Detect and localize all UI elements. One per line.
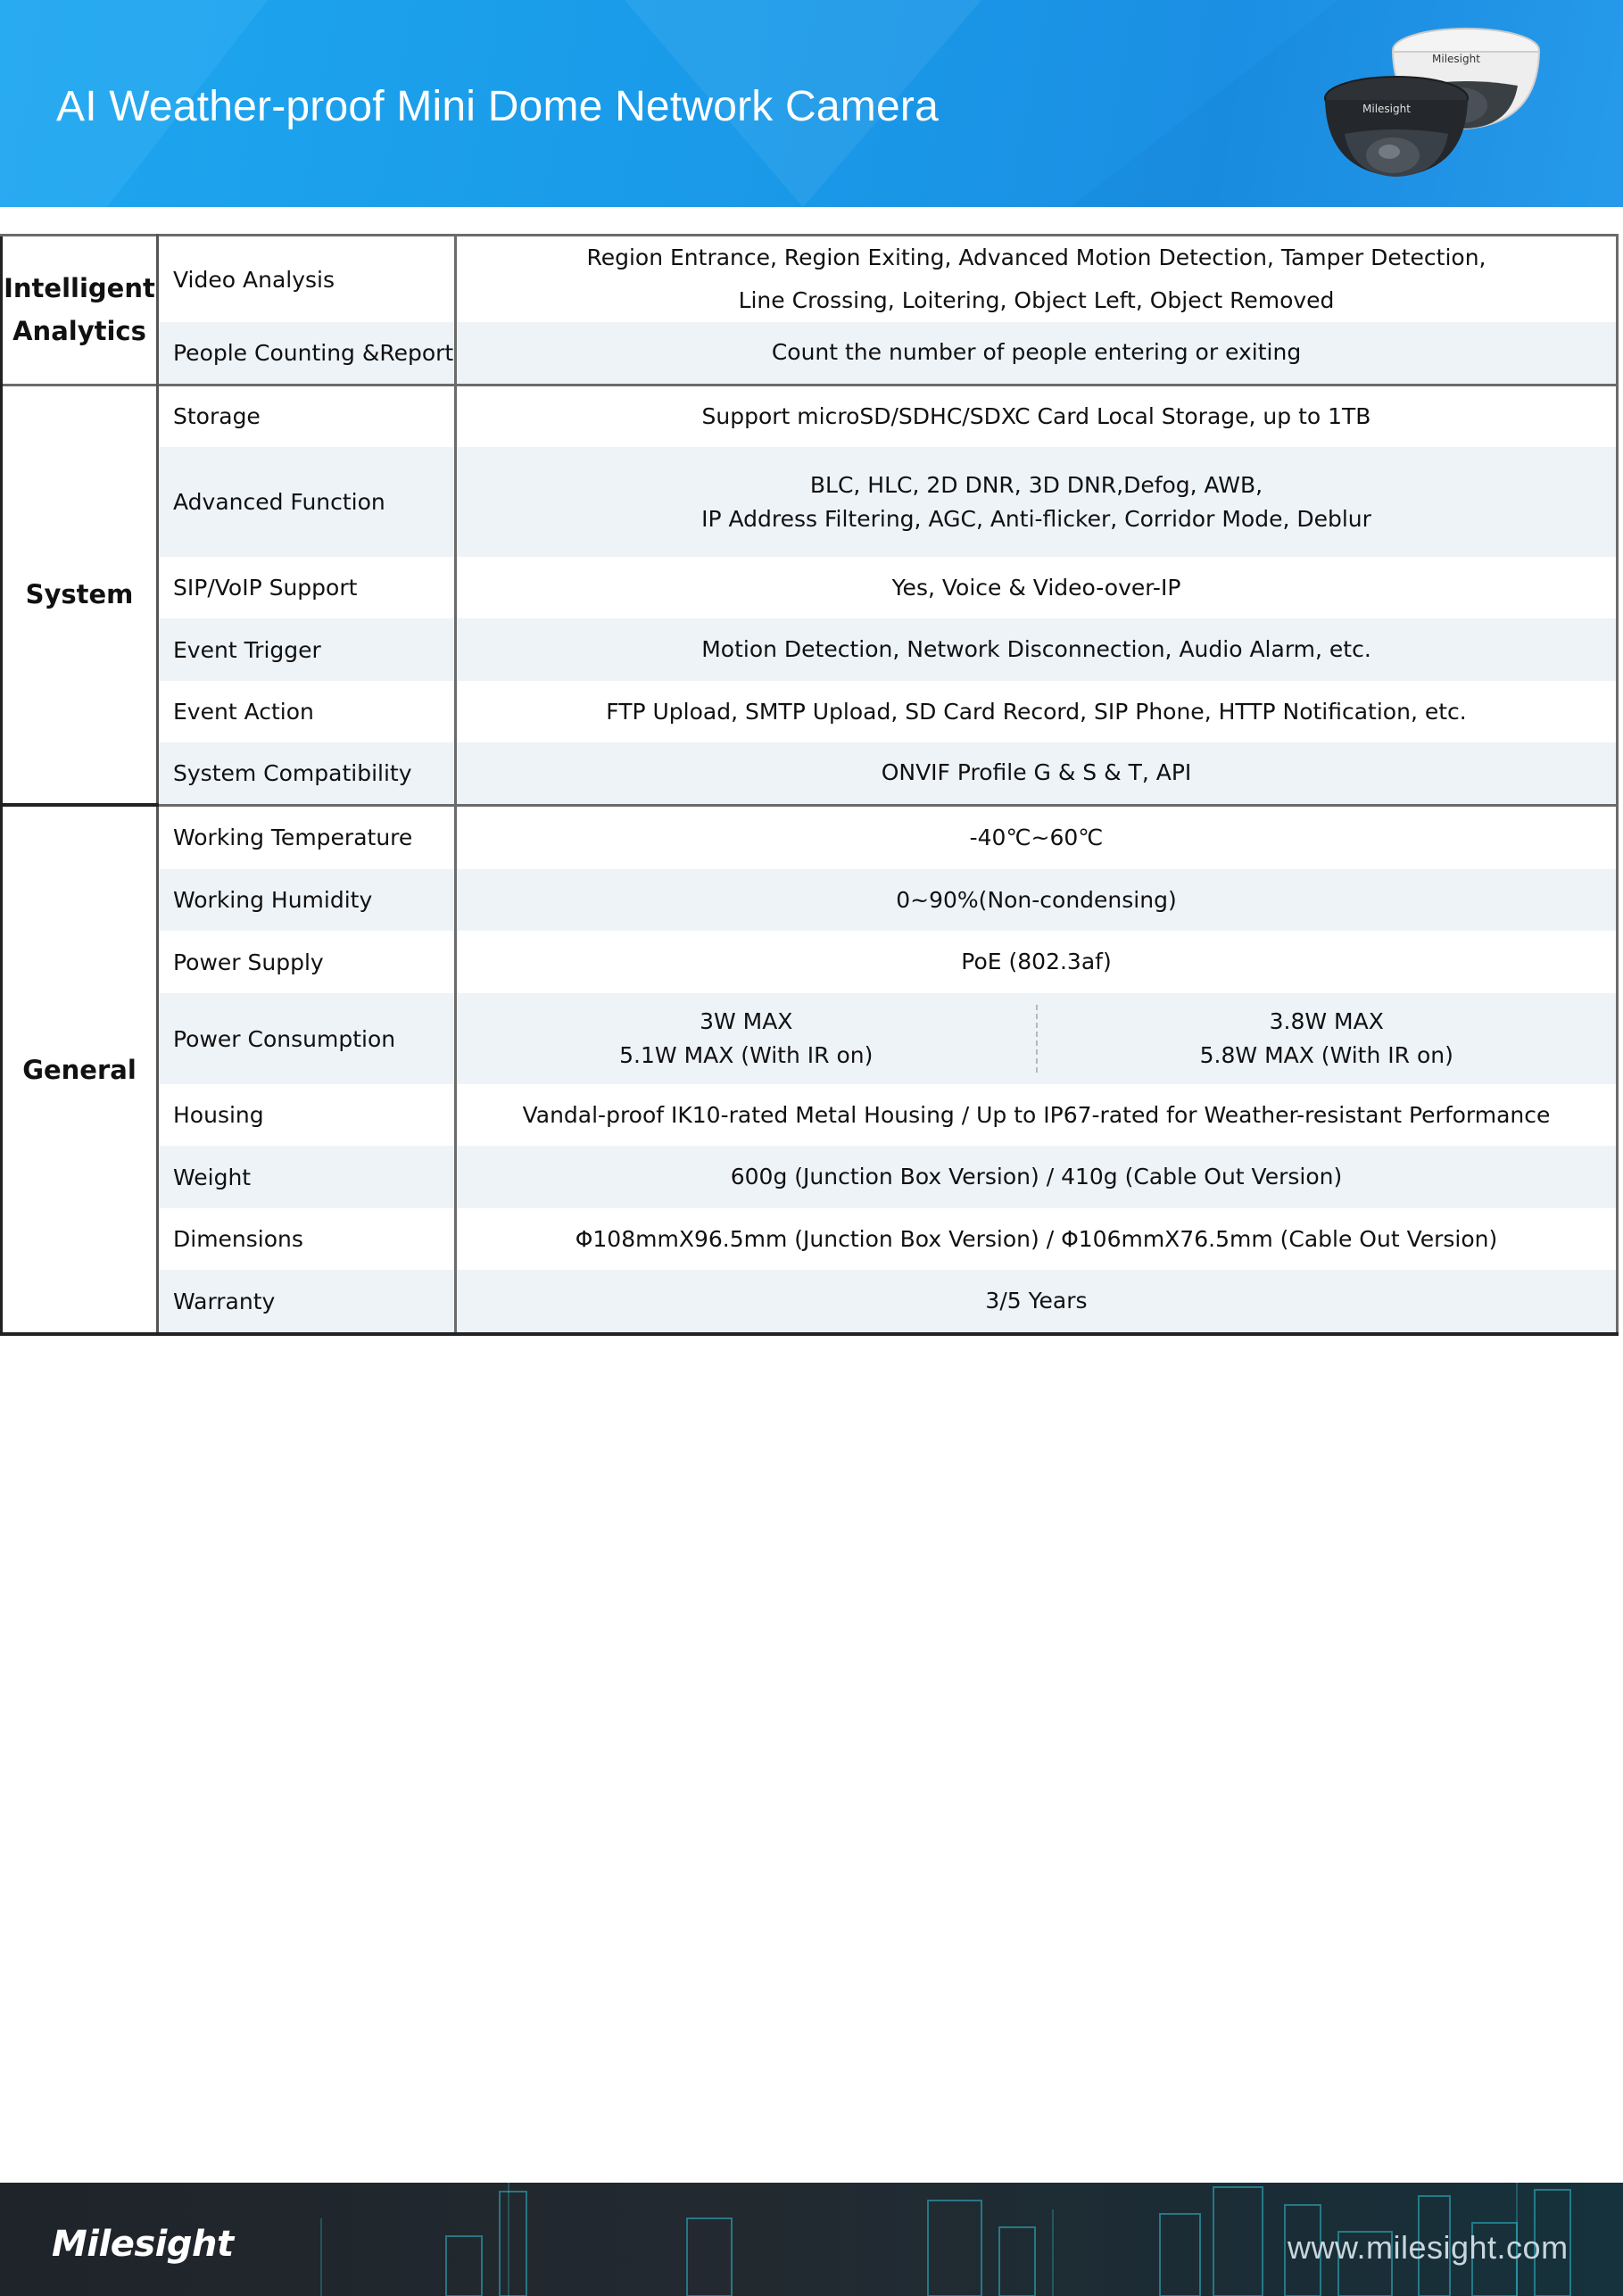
power-consumption-left — [457, 1005, 1036, 1073]
spec-value — [456, 236, 1618, 323]
spec-label: Working Humidity — [158, 869, 456, 931]
spec-value-line: Region Entrance, Region Exiting, Advanced Motion Detection, Tamper Detection, — [586, 245, 1486, 270]
table-row — [2, 1146, 1618, 1208]
spec-label: Warranty — [158, 1270, 456, 1334]
spec-value: ONVIF Profile G & S & T, API — [456, 742, 1618, 805]
spec-value: PoE (802.3af) — [456, 931, 1618, 993]
spec-label: Storage — [158, 385, 456, 447]
table-row — [2, 385, 1618, 447]
spec-label: Advanced Function — [158, 447, 456, 557]
spec-value: FTP Upload, SMTP Upload, SD Card Record, SIP Phone, HTTP Notification, etc. — [456, 681, 1618, 742]
milesight-logo: Milesight — [52, 2224, 234, 2265]
spec-value-line: IP Address Filtering, AGC, Anti-flicker, Corridor Mode, Deblur — [701, 505, 1371, 532]
spec-value: 3/5 Years — [456, 1270, 1618, 1334]
table-row — [2, 557, 1618, 618]
spec-value: Count the number of people entering or exiting — [456, 322, 1618, 385]
spec-label: Housing — [158, 1084, 456, 1146]
spec-value-line: 5.8W MAX (With IR on) — [1199, 1042, 1453, 1068]
table-row — [2, 1208, 1618, 1270]
power-consumption-split — [457, 1005, 1616, 1073]
table-row — [2, 447, 1618, 557]
table-row — [2, 236, 1618, 323]
spec-label: Power Consumption — [158, 993, 456, 1084]
spec-value: 600g (Junction Box Version) / 410g (Cable Out Version) — [456, 1146, 1618, 1208]
table-row — [2, 805, 1618, 869]
spec-value-line: BLC, HLC, 2D DNR, 3D DNR,Defog, AWB, — [809, 471, 1263, 498]
page-footer-banner — [0, 2183, 1623, 2296]
spec-value: Motion Detection, Network Disconnection, Audio Alarm, etc. — [456, 618, 1618, 681]
spec-value: Yes, Voice & Video-over-IP — [456, 557, 1618, 618]
specification-table — [0, 234, 1619, 1336]
table-row — [2, 869, 1618, 931]
power-consumption-right — [1038, 1005, 1617, 1073]
camera-brand-text-dark: Milesight — [1362, 103, 1411, 115]
footer-website-url: www.milesight.com — [1288, 2229, 1569, 2266]
spec-value: Φ108mmX96.5mm (Junction Box Version) / Φ106mmX76.5mm (Cable Out Version) — [456, 1208, 1618, 1270]
spec-value: -40℃~60℃ — [456, 805, 1618, 869]
spec-label: System Compatibility — [158, 742, 456, 805]
spec-value-line: Line Crossing, Loitering, Object Left, Object Removed — [738, 287, 1335, 313]
spec-value: Vandal-proof IK10-rated Metal Housing / Up to IP67-rated for Weather-resistant Performance — [456, 1084, 1618, 1146]
spec-label: Event Trigger — [158, 618, 456, 681]
spec-value — [456, 447, 1618, 557]
camera-brand-text: Milesight — [1432, 53, 1480, 65]
spec-label: Event Action — [158, 681, 456, 742]
table-row — [2, 993, 1618, 1084]
spec-value-line: 3W MAX — [700, 1008, 793, 1034]
table-row — [2, 618, 1618, 681]
spec-value: 0~90%(Non-condensing) — [456, 869, 1618, 931]
spec-value-line: 5.1W MAX (With IR on) — [619, 1042, 874, 1068]
section-heading-text: General — [22, 1054, 137, 1085]
page-header-banner — [0, 0, 1623, 207]
section-heading-system — [2, 385, 158, 805]
spec-label: SIP/VoIP Support — [158, 557, 456, 618]
page-title: AI Weather-proof Mini Dome Network Camera — [56, 83, 939, 130]
spec-label: Working Temperature — [158, 805, 456, 869]
spec-label: Weight — [158, 1146, 456, 1208]
section-heading-general — [2, 805, 158, 1334]
section-heading-text: Intelligent Analytics — [4, 273, 155, 347]
spec-value-split — [456, 993, 1618, 1084]
spec-label: People Counting &Report — [158, 322, 456, 385]
spec-value: Support microSD/SDHC/SDXC Card Local Storage, up to 1TB — [456, 385, 1618, 447]
spec-label: Video Analysis — [158, 236, 456, 323]
table-row — [2, 1270, 1618, 1334]
spec-label: Dimensions — [158, 1208, 456, 1270]
table-row — [2, 1084, 1618, 1146]
section-heading-text: System — [25, 579, 134, 610]
dome-camera-product-image — [1298, 12, 1566, 202]
table-row — [2, 681, 1618, 742]
table-row — [2, 931, 1618, 993]
spec-value-line: 3.8W MAX — [1269, 1008, 1384, 1034]
section-heading-intelligent-analytics — [2, 236, 158, 385]
table-row — [2, 322, 1618, 385]
spec-label: Power Supply — [158, 931, 456, 993]
table-row — [2, 742, 1618, 805]
